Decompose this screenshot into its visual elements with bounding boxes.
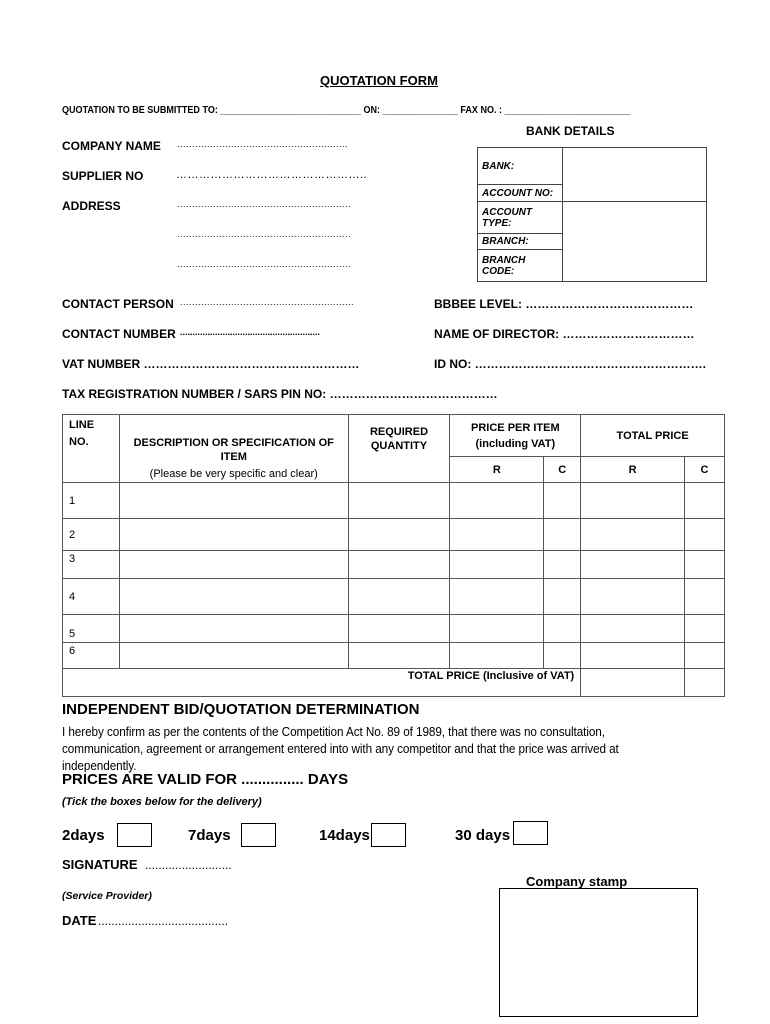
supplier-no-field[interactable]: …………………………………………..: [176, 169, 368, 181]
independent-heading: INDEPENDENT BID/QUOTATION DETERMINATION: [62, 701, 420, 718]
quantity-header: REQUIRED QUANTITY: [348, 415, 450, 483]
submitted-to-line[interactable]: QUOTATION TO BE SUBMITTED TO: ____________________________ ON: _______________ FAX NO. : _________________________: [62, 104, 631, 116]
account-value[interactable]: [563, 202, 707, 282]
prices-valid-field[interactable]: PRICES ARE VALID FOR ............... DAYS: [62, 771, 349, 788]
option-14days-checkbox[interactable]: [371, 823, 406, 847]
option-2days-checkbox[interactable]: [117, 823, 152, 847]
signature-label: SIGNATURE: [62, 857, 138, 872]
option-14days-label: 14days: [319, 827, 370, 844]
grand-total-r-cell[interactable]: [581, 669, 685, 697]
tick-note: (Tick the boxes below for the delivery): [62, 796, 262, 808]
total-r-header: R: [581, 457, 685, 483]
branch-label: BRANCH:: [478, 234, 563, 250]
description-cell[interactable]: [119, 519, 348, 551]
description-note: (Please be very specific and clear): [149, 468, 318, 480]
bbbee-level-field[interactable]: BBBEE LEVEL: ……………………………………: [434, 297, 694, 311]
table-row: [63, 579, 725, 615]
price-r-cell[interactable]: [450, 519, 544, 551]
address-line-3[interactable]: ..........................................................: [177, 259, 352, 269]
table-row: [63, 615, 725, 643]
quantity-cell[interactable]: [348, 643, 450, 669]
vat-number-field[interactable]: VAT NUMBER ………………………………………………: [62, 357, 360, 371]
quantity-cell[interactable]: [348, 615, 450, 643]
table-row: [63, 643, 725, 669]
contact-person-field[interactable]: ..........................................................: [180, 297, 355, 307]
line-number: 5: [63, 615, 120, 643]
total-c-cell[interactable]: [685, 579, 725, 615]
company-stamp-box[interactable]: [499, 888, 698, 1017]
price-r-cell[interactable]: [450, 643, 544, 669]
price-per-item-text: PRICE PER ITEM: [471, 421, 560, 434]
signature-field[interactable]: ..........................: [145, 858, 232, 872]
date-field[interactable]: .......................................: [98, 914, 229, 928]
address-label: ADDRESS: [62, 199, 121, 213]
total-r-cell[interactable]: [581, 579, 685, 615]
account-no-label: ACCOUNT NO:: [478, 185, 563, 202]
line-number: 4: [63, 579, 120, 615]
bank-details-table: [477, 147, 707, 282]
total-r-cell[interactable]: [581, 483, 685, 519]
grand-total-c-cell[interactable]: [685, 669, 725, 697]
bank-value[interactable]: [563, 148, 707, 202]
total-c-cell[interactable]: [685, 483, 725, 519]
company-name-field[interactable]: .........................................................: [177, 139, 349, 149]
company-stamp-label: Company stamp: [526, 874, 628, 889]
option-2days-label: 2days: [62, 827, 105, 844]
total-r-cell[interactable]: [581, 519, 685, 551]
contact-number-label: CONTACT NUMBER: [62, 327, 176, 341]
contact-person-label: CONTACT PERSON: [62, 297, 174, 311]
description-cell[interactable]: [119, 551, 348, 579]
total-r-cell[interactable]: [581, 643, 685, 669]
price-c-header: C: [544, 457, 581, 483]
quantity-cell[interactable]: [348, 483, 450, 519]
account-type-label: ACCOUNT TYPE:: [478, 202, 563, 234]
option-7days-label: 7days: [188, 827, 231, 844]
quantity-cell[interactable]: [348, 579, 450, 615]
description-cell[interactable]: [119, 579, 348, 615]
line-no-header: [63, 415, 120, 483]
bank-label: BANK:: [478, 148, 563, 185]
description-cell[interactable]: [119, 615, 348, 643]
tax-registration-field[interactable]: TAX REGISTRATION NUMBER / SARS PIN NO: ……………………………………: [62, 387, 498, 401]
bank-details-heading: BANK DETAILS: [526, 124, 615, 138]
table-row: [63, 483, 725, 519]
date-label: DATE: [62, 913, 97, 928]
line-number: 6: [63, 643, 120, 669]
total-price-label: TOTAL PRICE (Inclusive of VAT): [63, 669, 581, 697]
price-per-item-header: [450, 415, 581, 457]
quantity-cell[interactable]: [348, 551, 450, 579]
total-r-cell[interactable]: [581, 615, 685, 643]
price-c-cell[interactable]: [544, 483, 581, 519]
quantity-cell[interactable]: [348, 519, 450, 551]
price-c-cell[interactable]: [544, 643, 581, 669]
option-30days-label: 30 days: [455, 827, 511, 844]
address-line-1[interactable]: ..........................................................: [177, 199, 352, 209]
price-c-cell[interactable]: [544, 615, 581, 643]
price-r-cell[interactable]: [450, 579, 544, 615]
company-name-label: COMPANY NAME: [62, 139, 161, 153]
price-c-cell[interactable]: [544, 519, 581, 551]
price-r-cell[interactable]: [450, 483, 544, 519]
total-c-header: C: [685, 457, 725, 483]
line-number: 2: [63, 519, 120, 551]
id-no-field[interactable]: ID NO: ………………………………………………….: [434, 357, 706, 371]
option-7days-checkbox[interactable]: [241, 823, 276, 847]
address-line-2[interactable]: ..........................................................: [177, 229, 352, 239]
independent-text: I hereby confirm as per the contents of the Competition Act No. 89 of 1989, that there was no consultation, communication, agreement or arrangement entered into with any competitor and that the price was arrived at independently.: [62, 724, 619, 773]
branch-code-label: BRANCH CODE:: [478, 250, 563, 282]
price-r-cell[interactable]: [450, 615, 544, 643]
including-vat-text: (including VAT): [475, 437, 556, 450]
price-c-cell[interactable]: [544, 551, 581, 579]
total-c-cell[interactable]: [685, 615, 725, 643]
total-price-header: TOTAL PRICE: [581, 415, 725, 457]
line-number: 3: [63, 551, 120, 579]
contact-number-field[interactable]: ........................................................: [180, 327, 321, 337]
director-name-field[interactable]: NAME OF DIRECTOR: ……………………………: [434, 327, 695, 341]
supplier-no-label: SUPPLIER NO: [62, 169, 144, 183]
description-header: [119, 415, 348, 483]
description-header-text: DESCRIPTION OR SPECIFICATION OF ITEM: [133, 437, 334, 463]
price-r-cell[interactable]: [450, 551, 544, 579]
line-number: 1: [63, 483, 120, 519]
service-provider-label: (Service Provider): [62, 890, 152, 902]
table-row: [63, 519, 725, 551]
price-c-cell[interactable]: [544, 579, 581, 615]
total-c-cell[interactable]: [685, 551, 725, 579]
items-table: [62, 414, 725, 697]
total-c-cell[interactable]: [685, 519, 725, 551]
description-cell[interactable]: [119, 483, 348, 519]
line-no-text: LINE NO.: [69, 419, 95, 448]
form-title: QUOTATION FORM: [320, 73, 438, 88]
table-row: [63, 551, 725, 579]
total-r-cell[interactable]: [581, 551, 685, 579]
option-30days-checkbox[interactable]: [513, 821, 548, 845]
total-c-cell[interactable]: [685, 643, 725, 669]
price-r-header: R: [450, 457, 544, 483]
description-cell[interactable]: [119, 643, 348, 669]
